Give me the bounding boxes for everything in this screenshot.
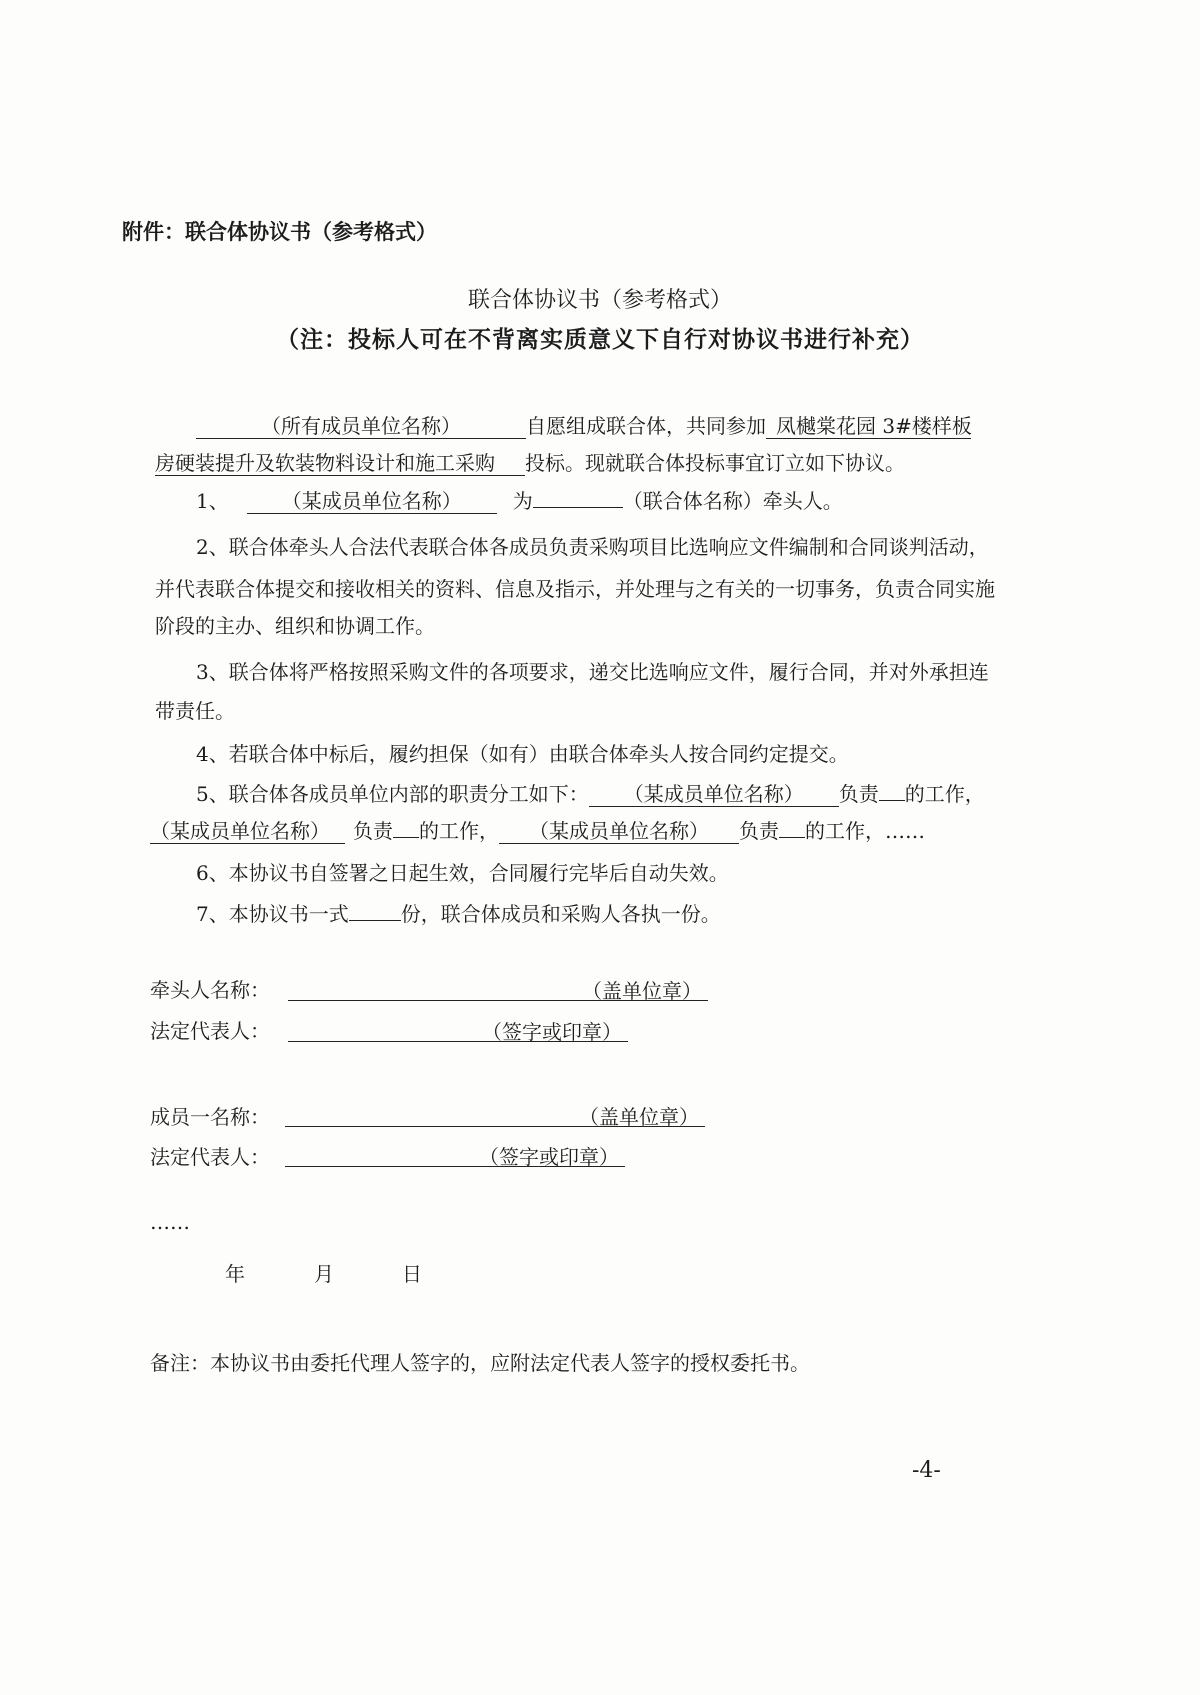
item-7 [196, 898, 721, 927]
item-5-work-3: 的工作，…… [805, 819, 925, 843]
lead-name-label: 牵头人名称： [150, 978, 270, 1002]
signatures-ellipsis: …… [150, 1210, 190, 1234]
item-5-line-1 [196, 778, 985, 807]
item-1-mid: 为 [512, 489, 533, 513]
project-name-part-2: 房硬装提升及软装物料设计和施工采购 [155, 452, 525, 476]
intro-text-1: 自愿组成联合体，共同参加 [526, 414, 766, 438]
item-5-member-blank-3: （某成员单位名称） [499, 820, 739, 844]
item-5-work-2: 的工作， [419, 819, 499, 843]
document-subheading: （注：投标人可在不背离实质意义下自行对协议书进行补充） [276, 327, 924, 353]
intro-line-2 [155, 447, 905, 476]
lead-legal-rep-line [288, 1016, 628, 1042]
item-5-line-2 [150, 815, 925, 844]
item-5-resp-3: 负责 [739, 819, 779, 843]
attachment-title: 附件：联合体协议书（参考格式） [122, 220, 437, 244]
item-1-tail: （联合体名称）牵头人。 [622, 489, 843, 513]
item-7-tail: 份，联合体成员和采购人各执一份。 [400, 902, 721, 926]
item-7-copies-blank [349, 920, 401, 921]
lead-legal-rep-label: 法定代表人： [150, 1019, 270, 1043]
lead-sign-hint: （签字或印章） [482, 1020, 622, 1044]
item-5-task-blank-2 [393, 837, 419, 838]
date-month: 月 [314, 1262, 334, 1286]
item-3-line-2: 带责任。 [155, 699, 235, 723]
member1-name-line [285, 1101, 705, 1127]
item-1-union-blank [533, 507, 623, 508]
member1-legal-rep-line [285, 1141, 625, 1167]
item-5-task-blank-3 [779, 837, 805, 838]
lead-name-line [288, 975, 708, 1001]
item-2-line-3: 阶段的主办、组织和协调工作。 [155, 614, 435, 638]
member1-name-label: 成员一名称： [150, 1105, 270, 1129]
item-3-line-1: 3、联合体将严格按照采购文件的各项要求，递交比选响应文件，履行合同，并对外承担连 [196, 660, 989, 684]
item-5-lead: 5、联合体各成员单位内部的职责分工如下： [196, 782, 589, 806]
date-day: 日 [402, 1262, 422, 1286]
remark: 备注：本协议书由委托代理人签字的，应附法定代表人签字的授权委托书。 [150, 1351, 810, 1375]
date-year: 年 [225, 1262, 245, 1286]
member1-seal-hint: （盖单位章） [579, 1105, 699, 1129]
item-6: 6、本协议书自签署之日起生效，合同履行完毕后自动失效。 [196, 861, 729, 885]
item-5-resp-1: 负责 [838, 782, 879, 806]
member1-sign-hint: （签字或印章） [479, 1145, 619, 1169]
item-4: 4、若联合体中标后，履约担保（如有）由联合体牵头人按合同约定提交。 [196, 742, 849, 766]
intro-line-1 [196, 410, 971, 439]
item-1-number: 1、 [196, 489, 229, 513]
item-5-task-blank-1 [879, 800, 905, 801]
intro-text-2: 投标。现就联合体投标事宜订立如下协议。 [525, 451, 905, 475]
item-2-line-1: 2、联合体牵头人合法代表联合体各成员负责采购项目比选响应文件编制和合同谈判活动， [196, 535, 989, 559]
item-1-member-blank: （某成员单位名称） [247, 490, 497, 514]
members-blank: （所有成员单位名称） [196, 415, 526, 439]
item-5-member-blank-1: （某成员单位名称） [589, 783, 839, 807]
item-5-member-blank-2: （某成员单位名称） [150, 820, 345, 844]
page-number: -4- [912, 1458, 941, 1483]
project-name-part-1: 凤樾棠花园 3#楼样板 [766, 415, 971, 439]
item-5-resp-2: 负责 [353, 819, 393, 843]
item-1 [196, 485, 843, 514]
document-heading: 联合体协议书（参考格式） [467, 288, 732, 313]
item-7-lead: 7、本协议书一式 [196, 902, 349, 926]
item-2-line-2: 并代表联合体提交和接收相关的资料、信息及指示，并处理与之有关的一切事务，负责合同实施 [155, 577, 995, 601]
item-5-work-1: 的工作， [904, 782, 985, 806]
lead-seal-hint: （盖单位章） [582, 979, 702, 1003]
member1-legal-rep-label: 法定代表人： [150, 1145, 270, 1169]
